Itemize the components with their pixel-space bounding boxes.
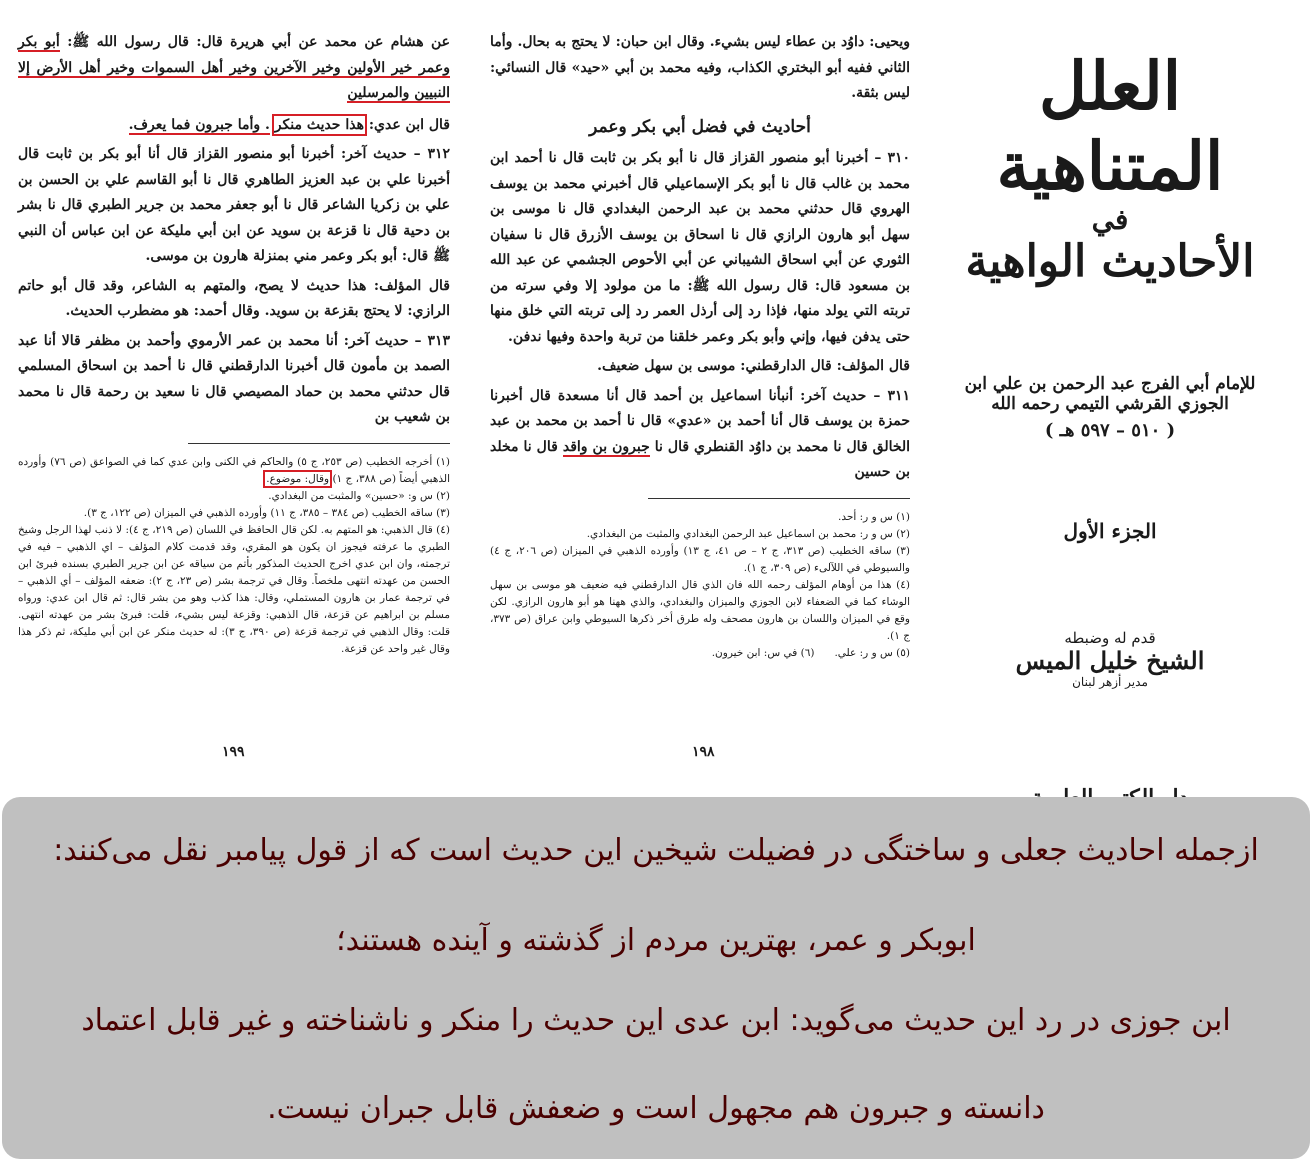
footnote-1 bbox=[18, 454, 450, 488]
jabrun-underline: جبرون بن واقد bbox=[562, 438, 650, 455]
footnote-1-text: (١) أخرجه الخطيب (ص ٢٥٣، ج ٥) والحاكم في الكنى وابن عدي كما في الصواعق (ص ٧٦) وأورده الذهبي أيضاً (ص ٣٨٨، ج ١) bbox=[18, 455, 451, 485]
hadith-312: ٣١٢ – حديث آخر: أخبرنا أبو منصور القزاز قال أنا أبو بكر بن ثابت قال أخبرنا علي بن عبد العزيز الطاهري قال نا أبو القاسم علي بن الحسن بن علي بن زكريا الشاعر قال نا أبو جعفر محمد بن جرير الطبري قال نا بشر بن دحية قال نا قزعة بن سويد عن ابن أبي مليكة عن ابن عباس أن النبي ﷺ قال: أبو بكر وعمر مني بمنزلة هارون بن موسى. bbox=[18, 146, 450, 264]
prophet-said: قال: قال رسول الله ﷺ: bbox=[67, 34, 223, 50]
footnote-1: (١) س و ر: أحد. bbox=[838, 510, 910, 523]
hadith-310: ٣١٠ – أخبرنا أبو منصور القزاز قال نا أبو بكر بن ثابت قال نا أحمد ابن محمد بن غالب قال نا أبو بكر الإسماعيلي قال أخبرني محمد بن يوسف الهروي قال حدثني محمد بن عبد الرحمن البغدادي قال نا موسى بن سهل أبو هارون الرازي قال نا اسحاق بن يوسف الأزرق قال نا سفيان الثوري عن أبي اسحاق الشيباني عن أبي الأحوص الجشمي عن عبد الله بن مسعود قال: قال رسول الله ﷺ: ما من مولود إلا وفي سرته من تربته التي يولد منها، فإذا رد إلى أرذل العمر رد إلى تربته التي خلق منها حتى يدفن فيها، وإني وأبو بكر وعمر خلقنا من تربة واحدة وفيها ندفن. bbox=[490, 150, 911, 345]
footnote-3: (٣) ساقه الخطيب (ص ٣٨٤ – ٣٨٥، ج ١١) وأورده الذهبي في الميزان (ص ١٢٢، ج ٣). bbox=[83, 506, 450, 519]
page-198 bbox=[490, 30, 910, 662]
jabrun-unknown: . وأما جبرون فما يعرف. bbox=[128, 116, 270, 133]
footnote-4: (٤) قال الذهبي: هو المتهم به. لكن قال الحافظ في اللسان (ص ٢١٩، ج ٤): لا ذنب لهذا الرجل وشيخ الطبري ما عرفته فيجوز ان يكون هو المقري، وقد قدمت كلام المؤلف – اي الذهبي – فيه في ترجمته، وان ابن عدي اخرج الحديث المذكور بأتم من سياقه عن ابن جرير الطبري بسنده فبرئ ابن الحسن من عهدته انتهى ملخصاً. وقال في ترجمة بشر (ص ٢٣، ج ٢): ضعفه المؤلف – أي الذهبي – في ترجمة عمار بن هارون المستملي، وقال: هذا كذب وهو من بشر قال: ثم قال ابن عدي: ورواه مسلم بن ابراهيم عن قزعة، قال الذهبي: وقزعة ليس بشيء، قلت: فبرئ بشر من عهدته انتهى. قلت: وقال الذهبي في ترجمة قزعة (ص ٣٩٠، ج ٣): له حديث منكر عن ابن أبي مليكة، ثم ذكر هذا وقال غير واحد عن قزعة. bbox=[18, 523, 451, 655]
page-number-199: ١٩٩ bbox=[222, 744, 245, 760]
cover-dates: ( ٥١٠ – ٥٩٧ هـ ) bbox=[1044, 420, 1176, 441]
cover-editor-intro: قدم له وضبطه bbox=[1064, 629, 1156, 647]
caption-line-2: ابوبکر و عمر، بهترین مردم از گذشته و آینده هستند؛ bbox=[336, 923, 976, 958]
ibn-adi-verdict bbox=[18, 113, 450, 139]
footnote-4: (٤) هذا من أوهام المؤلف رحمه الله فان الذي قال الدارقطني فيه ضعيف هو موسى بن سهل الوشاء كما في الضعفاء لابن الجوزي والميزان والبغدادي، والذي ههنا هو أبو هارون الرازي. لكن وقع في الميزان واللسان بن هارون مصحف وله طرق أخر ذكرها السيوطي وابن عراق (ص ٣٧٣، ج ١). bbox=[490, 578, 910, 642]
highlighted-hadith: أبو بكر وعمر خير الأولين وخير الآخرين وخير أهل السموات وخير أهل الأرض إلا النبيين والمرسلين bbox=[18, 34, 450, 101]
cover-author: للإمام أبي الفرج عبد الرحمن بن علي ابن الجوزي القرشي التيمي رحمه الله bbox=[964, 374, 1256, 414]
footnote-5-6 bbox=[490, 645, 910, 662]
narrator-chain: عن هشام عن محمد عن أبي هريرة bbox=[230, 34, 451, 50]
caption-line-4: دانسته و جبرون هم مجهول است و ضعفش قابل جبران نیست. bbox=[267, 1091, 1045, 1126]
footnote-6: (٦) في س: ابن خيرون. bbox=[711, 646, 815, 659]
cover-editor-role: مدير أزهر لبنان bbox=[1072, 675, 1148, 689]
hadith-311 bbox=[490, 384, 910, 486]
caption-box bbox=[2, 797, 1310, 1159]
footnotes-199 bbox=[18, 454, 450, 658]
munkar-box: هذا حديث منكر bbox=[274, 116, 364, 133]
cover-volume: الجزء الأول bbox=[1063, 519, 1157, 543]
footnote-2: (٢) س و ر: محمد بن اسماعيل عبد الرحمن البغدادي والمثبت من البغدادي. bbox=[586, 527, 910, 540]
page-number-198: ١٩٨ bbox=[692, 744, 715, 760]
mawdu-box: وقال: موضوع. bbox=[266, 472, 330, 485]
book-cover bbox=[940, 30, 1280, 770]
cover-title: العلل المتناهية bbox=[996, 47, 1224, 205]
caption-line-1: ازجمله احادیث جعلی و ساختگی در فضیلت شیخین این حدیث است که از قول پیامبر نقل می‌کنند: bbox=[53, 833, 1259, 868]
page-198-intro: ويحيى: داوُد بن عطاء ليس بشيء. وقال ابن حبان: لا يحتج به بحال. وأما الثاني ففيه أبو البختري الكذاب، وفيه محمد بن أبي «حيد» قال النسائي: ليس بثقة. bbox=[490, 34, 910, 101]
caption-line-3: ابن جوزی در رد این حدیث می‌گوید: ابن عدی این حدیث را منکر و ناشناخته و غیر قابل اعتماد bbox=[81, 1003, 1231, 1038]
footnotes-198 bbox=[490, 509, 910, 662]
author-note-310: قال المؤلف: قال الدارقطني: موسى بن سهل ضعيف. bbox=[597, 358, 910, 374]
section-heading: أحاديث في فضل أبي بكر وعمر bbox=[589, 116, 811, 137]
footnote-divider bbox=[648, 498, 910, 499]
page-199 bbox=[18, 30, 450, 658]
hadith-311-tail: قال نا مخلد بن حسين bbox=[490, 438, 910, 480]
footnote-divider bbox=[188, 443, 450, 444]
footnote-2: (٢) س و: «حسين» والمثبت من البغدادي. bbox=[268, 489, 450, 502]
footnote-5: (٥) س و ر: علي. bbox=[834, 646, 910, 659]
footnote-3: (٣) ساقه الخطيب (ص ٣١٣، ج ٢ – ص ٤١، ج ١٣) وأورده الذهبي في الميزان (ص ٢٠٦، ج ٤) والسيوطي في اللآلىء (ص ٣٠٩، ج ١). bbox=[490, 544, 911, 574]
hadith-313: ٣١٣ – حديث آخر: أنا محمد بن عمر الأرموي وأحمد بن مظفر قالا أنا عبد الصمد بن مأمون قال أخبرنا الدارقطني قال نا أحمد بن اسحاق المسلمي قال حدثني محمد بن حماد المصيصي قال نا سعيد بن رحمة قال نا محمد بن شعيب بن bbox=[18, 332, 450, 425]
cover-editor: الشيخ خليل الميس bbox=[1015, 646, 1205, 675]
cover-connector: في bbox=[1091, 203, 1129, 236]
author-comment-312: قال المؤلف: هذا حديث لا يصح، والمتهم به الشاعر، وقد قال أبو حاتم الرازي: لا يحتج بقزعة بن سويد. وقال أحمد: هو مضطرب الحديث. bbox=[18, 277, 450, 319]
cover-subtitle: الأحاديث الواهية bbox=[965, 236, 1255, 287]
hadith-311-chain: ٣١١ – حديث آخر: أنبأنا اسماعيل بن أحمد قال أنا مسعدة قال أخبرنا حمزة بن يوسف قال أنا أحمد بن «عدي» قال نا أحمد بن محمد بن عبد الخالق قال نا محمد بن داوُد القنطري قال نا bbox=[490, 387, 911, 455]
ibn-adi-said: قال ابن عدي: bbox=[368, 116, 450, 133]
hadith-chain-line bbox=[18, 30, 450, 107]
